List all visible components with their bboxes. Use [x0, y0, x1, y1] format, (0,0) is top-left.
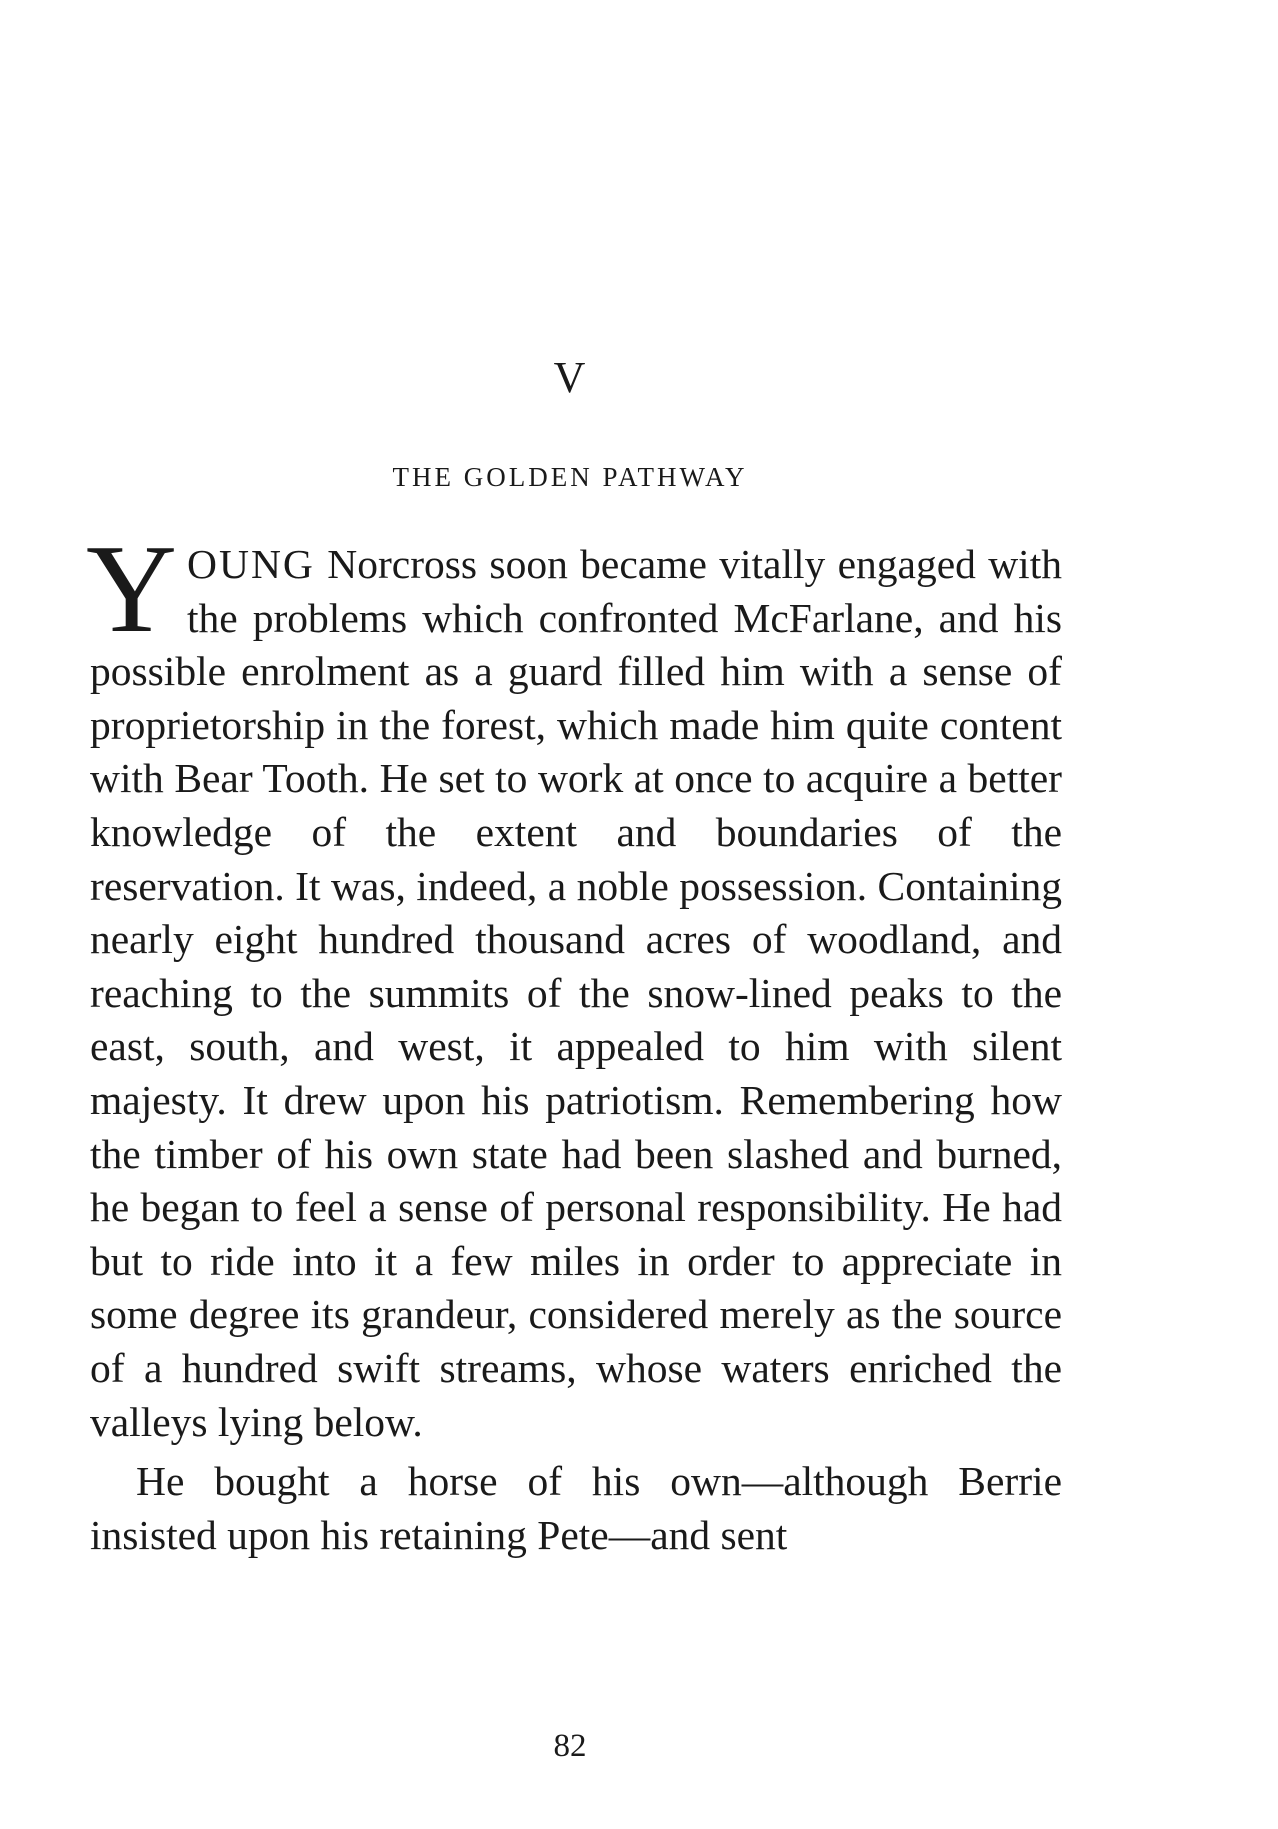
paragraph-text: He bought a horse of his own—although Berrie insisted upon his retaining Pete—and sent [90, 1458, 1062, 1558]
paragraph [90, 1455, 1062, 1562]
page-number: 82 [553, 1728, 587, 1764]
drop-cap: Y [86, 520, 177, 659]
body-text [86, 520, 1062, 1562]
chapter-number: V [553, 353, 587, 402]
paragraph-text: Norcross soon became vitally engaged with the problems which confronted McFarlane, and his possible enrolment as a guard filled him with a sense of proprietorship in the forest, which made him quite content with Bear Tooth. He set to work at once to acquire a better knowledge of the extent and boundaries of the reservation. It was, indeed, a noble possession. Containing nearly eight hundred thousand acres of woodland, and reaching to the summits of the snow-lined peaks to the east, south, and west, it appealed to him with silent majesty. It drew upon his patriotism. Remembering how the timber of his own state had been slashed and burned, he began to feel a sense of personal responsibility. He had but to ride into it a few miles in order to appreciate in some degree its grandeur, considered merely as the source of a hundred swift streams, whose waters enriched the valleys lying below. [90, 541, 1062, 1445]
paragraph [86, 520, 1062, 1449]
chapter-title: THE GOLDEN PATHWAY [392, 462, 748, 492]
opening-word: OUNG [187, 541, 315, 587]
